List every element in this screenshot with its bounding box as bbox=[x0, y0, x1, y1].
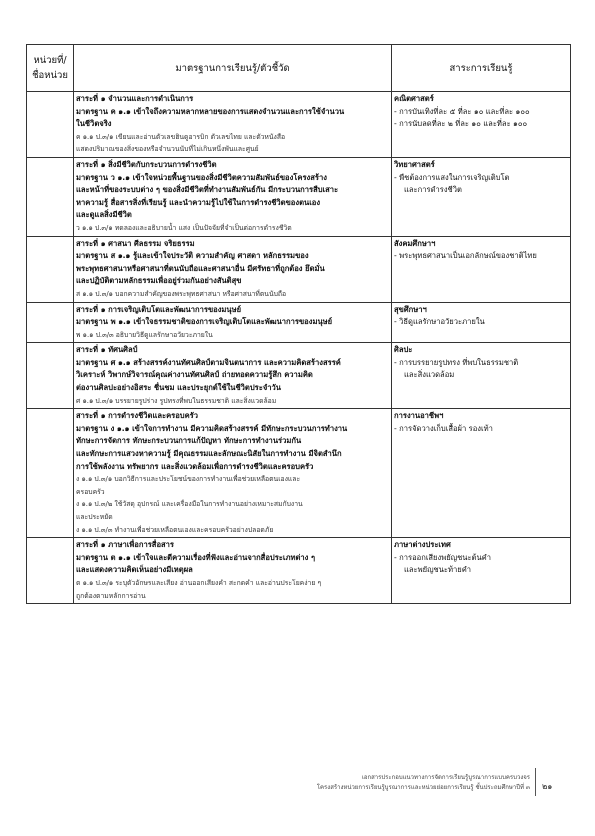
standard-heading-line: มาตรฐาน พ ๑.๑ เข้าใจธรรมชาติของการเจริญเติบโตและพัฒนาการของมนุษย์ bbox=[76, 317, 333, 327]
standards-cell bbox=[74, 236, 392, 302]
unit-cell bbox=[27, 92, 74, 158]
content-item: และการดำรงชีวิต bbox=[404, 185, 462, 195]
standard-heading-line: สาระที่ ๑ สิ่งมีชีวิตกับกระบวนการดำรงชีวิต bbox=[76, 159, 217, 169]
content-item: - วิธีดูแลรักษาอวัยวะภายใน bbox=[394, 317, 485, 327]
standard-heading-line: สาระที่ ๑ ศาสนา ศีลธรรม จริยธรรม bbox=[76, 238, 195, 248]
content-cell bbox=[392, 236, 571, 302]
subject-name: สังคมศึกษาฯ bbox=[394, 238, 436, 248]
table-row bbox=[27, 236, 571, 302]
table-row bbox=[27, 343, 571, 409]
standards-cell bbox=[74, 157, 392, 236]
table-row bbox=[27, 157, 571, 236]
indicator-line: ค ๑.๑ ป.๓/๑ เขียนและอ่านตัวเลขฮินดูอารบิก ตัวเลขไทย และตัวหนังสือ bbox=[76, 132, 286, 141]
content-cell bbox=[392, 92, 571, 158]
indicator-line: ต ๑.๑ ป.๓/๑ ระบุตัวอักษรและเสียง อ่านออกเสียงคำ สะกดคำ และอ่านประโยคง่าย ๆ bbox=[76, 578, 322, 587]
content-cell bbox=[392, 343, 571, 409]
standard-heading-line: และปฏิบัติตามหลักธรรมเพื่ออยู่ร่วมกันอย่างสันติสุข bbox=[76, 276, 242, 286]
subject-name: คณิตศาสตร์ bbox=[394, 94, 434, 103]
content-cell bbox=[392, 409, 571, 538]
unit-cell bbox=[27, 157, 74, 236]
indicator-line: แสดงปริมาณของสิ่งของหรือจำนวนนับที่ไม่เกินหนึ่งพันและศูนย์ bbox=[76, 145, 259, 154]
indicator-line: ง ๑.๑ ป.๓/๑ บอกวิธีการและประโยชน์ของการทำงานเพื่อช่วยเหลือตนเองและ bbox=[76, 475, 301, 484]
content-item: และพยัญชนะท้ายคำ bbox=[404, 565, 472, 575]
table-row bbox=[27, 302, 571, 343]
standards-cell bbox=[74, 343, 392, 409]
standard-heading-line: ในชีวิตจริง bbox=[76, 119, 112, 129]
standard-heading-line: มาตรฐาน ต ๑.๑ เข้าใจและตีความเรื่องที่ฟังและอ่านจากสื่อประเภทต่าง ๆ bbox=[76, 552, 316, 562]
subject-name: ภาษาต่างประเทศ bbox=[394, 540, 451, 550]
standard-heading-line: การใช้พลังงาน ทรัพยากร และสิ่งแวดล้อมเพื่อการดำรงชีวิตและครอบครัว bbox=[76, 461, 314, 471]
footer-line-2: โครงสร้างหน่วยการเรียนรู้บูรณาการและหน่วยย่อยการเรียนรู้ ชั้นประถมศึกษาปีที่ ๓ bbox=[316, 784, 530, 791]
standards-cell bbox=[74, 302, 392, 343]
content-item: - การบรรยายรูปทรง ที่พบในธรรมชาติ bbox=[394, 357, 519, 367]
table-row bbox=[27, 409, 571, 538]
header-content: สาระการเรียนรู้ bbox=[392, 45, 571, 92]
subject-name: การงานอาชีพฯ bbox=[394, 411, 444, 421]
standard-heading-line: สาระที่ ๑ จำนวนและการดำเนินการ bbox=[76, 94, 194, 103]
standard-heading-line: มาตรฐาน ศ ๑.๑ สร้างสรรค์งานทัศนศิลป์ตามจินตนาการ และความคิดสร้างสรรค์ bbox=[76, 357, 341, 367]
unit-cell bbox=[27, 236, 74, 302]
content-cell bbox=[392, 157, 571, 236]
table-row bbox=[27, 538, 571, 604]
standard-heading-line: ต่องานศิลปะอย่างอิสระ ชื่นชม และประยุกต์ใช้ในชีวิตประจำวัน bbox=[76, 383, 281, 393]
subject-name: ศิลปะ bbox=[394, 345, 413, 355]
standard-heading-line: พระพุทธศาสนาหรือศาสนาที่ตนนับถือและศาสนาอื่น มีศรัทธาที่ถูกต้อง ยึดมั่น bbox=[76, 263, 325, 273]
header-unit: หน่วยที่/ ชื่อหน่วย bbox=[27, 45, 74, 92]
standard-heading-line: และดูแลสิ่งมีชีวิต bbox=[76, 210, 132, 220]
subject-name: วิทยาศาสตร์ bbox=[394, 159, 435, 169]
indicator-line: ส ๑.๑ ป.๓/๑ บอกความสำคัญของพระพุทธศาสนา หรือศาสนาที่ตนนับถือ bbox=[76, 289, 287, 298]
header-standards: มาตรฐานการเรียนรู้/ตัวชี้วัด bbox=[74, 45, 392, 92]
indicator-line: ถูกต้องตามหลักการอ่าน bbox=[76, 591, 146, 600]
unit-cell bbox=[27, 538, 74, 604]
standard-heading-line: สาระที่ ๑ การเจริญเติบโตและพัฒนาการของมนุษย์ bbox=[76, 304, 242, 314]
table-body bbox=[27, 92, 571, 604]
content-item: - การออกเสียงพยัญชนะต้นคำ bbox=[394, 552, 492, 562]
footer bbox=[270, 773, 530, 793]
table-header-row bbox=[27, 45, 571, 92]
content-cell bbox=[392, 538, 571, 604]
standard-heading-line: วิเคราะห์ วิพากษ์วิจารณ์คุณค่างานทัศนศิลป์ ถ่ายทอดความรู้สึก ความคิด bbox=[76, 370, 313, 380]
standard-heading-line: และทักษะการแสวงหาความรู้ มีคุณธรรมและลักษณะนิสัยในการทำงาน มีจิตสำนึก bbox=[76, 449, 342, 459]
content-item: - การบันเทิงที่ละ ๕ ที่ละ ๑๐ และที่ละ ๑๐๐ bbox=[394, 106, 530, 116]
standards-cell bbox=[74, 538, 392, 604]
indicator-line: ครอบครัว bbox=[76, 487, 105, 496]
indicator-line: ศ ๑.๑ ป.๓/๑ บรรยายรูปร่าง รูปทรงที่พบในธรรมชาติ และสิ่งแวดล้อม bbox=[76, 396, 277, 405]
standard-heading-line: และแสดงความคิดเห็นอย่างมีเหตุผล bbox=[76, 565, 193, 575]
standard-heading-line: หาความรู้ สื่อสารสิ่งที่เรียนรู้ และนำความรู้ไปใช้ในการดำรงชีวิตของตนเอง bbox=[76, 197, 321, 207]
standards-cell bbox=[74, 92, 392, 158]
content-item: - พืชต้องการแสงในการเจริญเติบโต bbox=[394, 172, 510, 182]
indicator-line: ง ๑.๑ ป.๓/๒ ใช้วัสดุ อุปกรณ์ และเครื่องมือในการทำงานอย่างเหมาะสมกับงาน bbox=[76, 500, 303, 509]
content-item: - การนับลดที่ละ ๒ ที่ละ ๑๐ และที่ละ ๑๐๐ bbox=[394, 119, 528, 129]
indicator-line: พ ๑.๑ ป.๓/๓ อธิบายวิธีดูแลรักษาอวัยวะภายใน bbox=[76, 330, 213, 339]
content-item: และสิ่งแวดล้อม bbox=[404, 370, 455, 380]
standard-heading-line: มาตรฐาน ง ๑.๑ เข้าใจการทำงาน มีความคิดสร้างสรรค์ มีทักษะกระบวนการทำงาน bbox=[76, 423, 348, 433]
page-number: ๒๑ bbox=[542, 782, 553, 791]
standard-heading-line: มาตรฐาน ค ๑.๑ เข้าใจถึงความหลากหลายของการแสดงจำนวนและการใช้จำนวน bbox=[76, 106, 345, 116]
content-item: - การจัดวางเก็บเสื้อผ้า รองเท้า bbox=[394, 423, 493, 433]
unit-cell bbox=[27, 343, 74, 409]
standard-heading-line: มาตรฐาน ว ๑.๑ เข้าใจหน่วยพื้นฐานของสิ่งมีชีวิตความสัมพันธ์ของโครงสร้าง bbox=[76, 172, 327, 182]
standard-heading-line: มาตรฐาน ส ๑.๑ รู้และเข้าใจประวัติ ความสำคัญ ศาสดา หลักธรรมของ bbox=[76, 251, 309, 261]
unit-cell bbox=[27, 409, 74, 538]
standard-heading-line: สาระที่ ๑ การดำรงชีวิตและครอบครัว bbox=[76, 411, 199, 421]
footer-line-1: เอกสารประกอบแนวทางการจัดการเรียนรู้บูรณาการแบบครบวงจร bbox=[361, 774, 530, 781]
indicator-line: ง ๑.๑ ป.๓/๓ ทำงานเพื่อช่วยเหลือตนเองและครอบครัวอย่างปลอดภัย bbox=[76, 525, 274, 534]
indicator-line: ว ๑.๑ ป.๓/๑ ทดลองและอธิบายน้ำ แสง เป็นปัจจัยที่จำเป็นต่อการดำรงชีวิต bbox=[76, 223, 292, 232]
standard-heading-line: สาระที่ ๑ ทัศนศิลป์ bbox=[76, 345, 138, 355]
content-item: - พระพุทธศาสนาเป็นเอกลักษณ์ของชาติไทย bbox=[394, 251, 537, 261]
unit-cell bbox=[27, 302, 74, 343]
standard-heading-line: ทักษะการจัดการ ทักษะกระบวนการแก้ปัญหา ทักษะการทำงานร่วมกัน bbox=[76, 436, 302, 446]
subject-name: สุขศึกษาฯ bbox=[394, 304, 427, 314]
footer-divider bbox=[535, 768, 536, 796]
table-row bbox=[27, 92, 571, 158]
content-cell bbox=[392, 302, 571, 343]
standard-heading-line: สาระที่ ๑ ภาษาเพื่อการสื่อสาร bbox=[76, 540, 174, 550]
standard-heading-line: และหน้าที่ของระบบต่าง ๆ ของสิ่งมีชีวิตที่ทำงานสัมพันธ์กัน มีกระบวนการสืบเสาะ bbox=[76, 185, 339, 195]
indicator-line: และประหยัด bbox=[76, 513, 113, 521]
standards-cell bbox=[74, 409, 392, 538]
curriculum-table bbox=[26, 44, 571, 604]
